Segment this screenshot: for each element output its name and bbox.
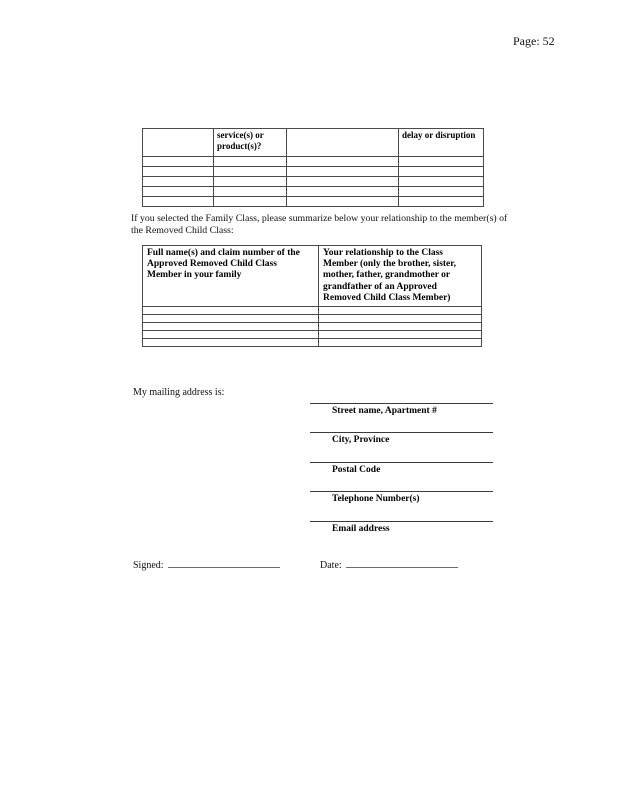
page-number: Page: 52 [513,34,555,48]
table-cell [143,307,319,315]
table-header-row [143,246,482,307]
telephone-field-label: Telephone Number(s) [332,494,420,505]
table-cell [143,197,214,207]
date-line [346,558,458,568]
table-cell [143,177,214,187]
family-class-instruction: If you selected the Family Class, please summarize below your relationship to the member(s) of the Removed Child Class: [131,213,508,236]
email-field-line [310,521,493,550]
table-cell [319,315,482,323]
table-cell [287,187,399,197]
table-cell [143,315,319,323]
table-cell [287,197,399,207]
table-cell [143,187,214,197]
table-cell [319,323,482,331]
table-cell [399,157,484,167]
table-row [143,177,484,187]
services-delay-table [142,128,484,207]
email-field-label: Email address [332,523,390,534]
family-relationship-table [142,245,482,347]
table-cell [399,197,484,207]
table-cell [287,177,399,187]
table-row [143,187,484,197]
table-cell [214,197,287,207]
street-field-line [310,403,493,432]
street-field-label: Street name, Apartment # [332,406,437,416]
table-header-cell [287,129,399,157]
telephone-field-line [310,491,493,520]
city-province-field-line [310,432,493,461]
table-row [143,339,482,347]
postal-code-field-label: Postal Code [332,464,381,475]
table-cell [214,187,287,197]
signed-group [133,558,280,571]
table-cell [143,331,319,339]
signed-line [168,558,280,568]
table-row [143,157,484,167]
table-cell [214,157,287,167]
table-cell [214,177,287,187]
table-cell [214,167,287,177]
table-header-cell: delay or disruption [399,129,484,157]
table-header-cell: service(s) or product(s)? [214,129,287,157]
postal-code-field-line [310,462,493,491]
signed-label: Signed: [133,560,164,571]
date-label: Date: [320,560,342,571]
table-row [143,331,482,339]
table-header-cell: Full name(s) and claim number of the Approved Removed Child Class Member in your family [143,246,319,307]
table-header-cell: Your relationship to the Class Member (only the brother, sister, mother, father, grandmother or grandfather of an Approved Removed Child Class Member) [319,246,482,307]
mailing-address-fields [310,403,493,550]
table-cell [143,339,319,347]
table-row [143,323,482,331]
city-province-field-label: City, Province [332,435,390,446]
table-cell [143,157,214,167]
table-cell [399,177,484,187]
table-cell [287,167,399,177]
table-cell [143,167,214,177]
table-cell [319,307,482,315]
table-cell [143,323,319,331]
table-cell [399,187,484,197]
signature-row [0,558,623,578]
table-cell [399,167,484,177]
table-row [143,167,484,177]
table-row [143,315,482,323]
table-row [143,197,484,207]
table-header-row [143,129,484,157]
table-cell [319,331,482,339]
mailing-address-label: My mailing address is: [133,387,225,398]
table-cell [287,157,399,167]
table-cell [319,339,482,347]
date-group [320,558,458,571]
table-header-cell [143,129,214,157]
table-row [143,307,482,315]
